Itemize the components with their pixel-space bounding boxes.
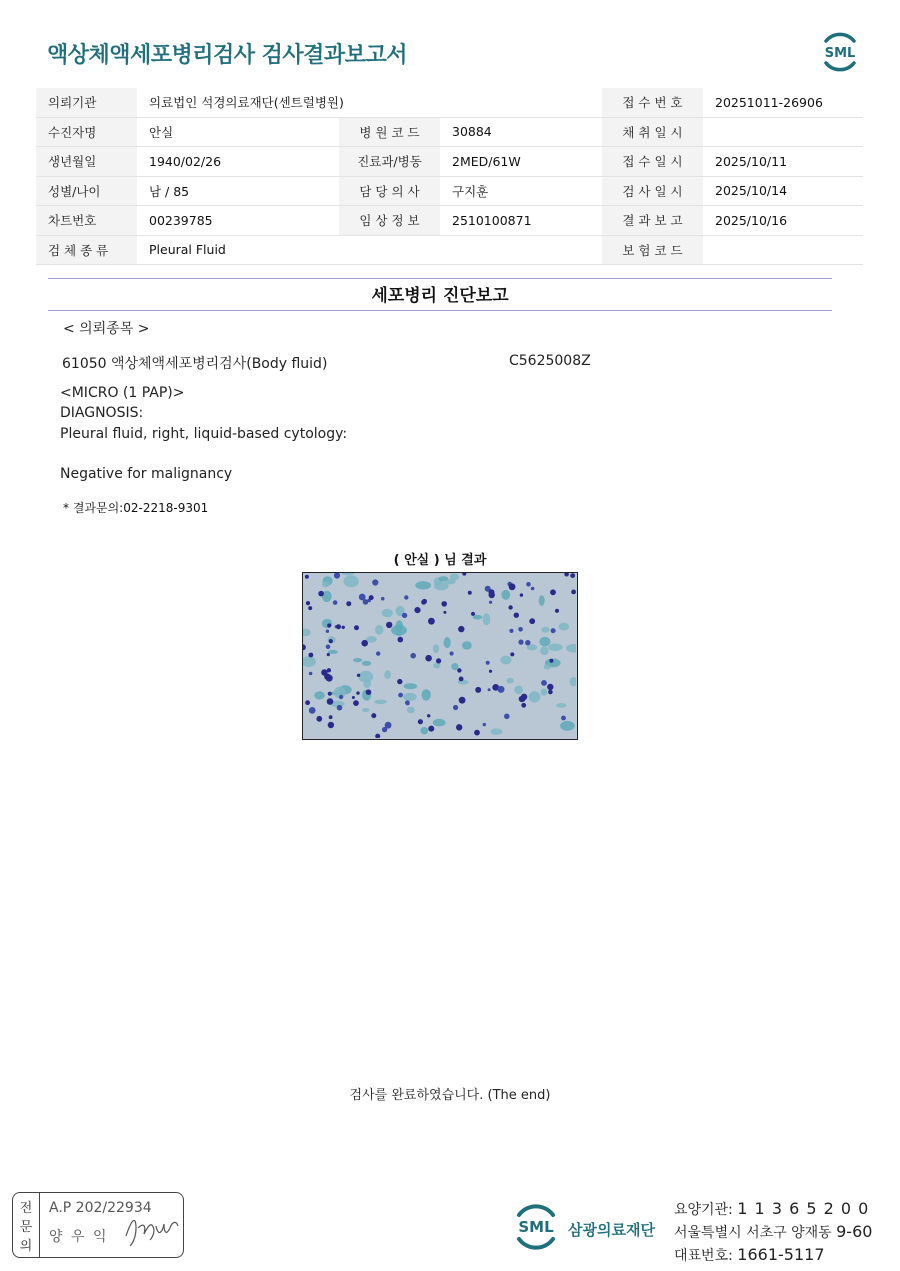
- label-patient-name: 수진자명: [36, 117, 137, 147]
- cytology-micrograph: [303, 573, 576, 738]
- cell-nucleus: [327, 653, 330, 656]
- cell-nucleus: [305, 575, 309, 579]
- cytoplasm-blob: [422, 689, 431, 700]
- cell-nucleus: [339, 695, 343, 699]
- cell-nucleus: [324, 674, 330, 680]
- cell-nucleus: [385, 722, 392, 729]
- cell-nucleus: [398, 693, 403, 698]
- cell-nucleus: [551, 628, 556, 633]
- cell-nucleus: [309, 653, 314, 658]
- info-row: [36, 235, 863, 265]
- signature-side-label: [12, 1192, 40, 1258]
- cytoplasm-blob: [560, 721, 575, 731]
- cell-nucleus: [471, 612, 475, 616]
- cell-nucleus: [548, 690, 553, 695]
- cytoplasm-blob: [407, 707, 415, 714]
- cytoplasm-blob: [462, 641, 472, 649]
- cell-nucleus: [354, 625, 359, 630]
- address-number: 9-60: [836, 1222, 873, 1241]
- label-attending-physician: 담 당 의 사: [339, 176, 440, 206]
- value-birth-date: 1940/02/26: [137, 147, 339, 177]
- cell-nucleus: [361, 640, 368, 647]
- cytoplasm-blob: [473, 615, 483, 620]
- cytoplasm-blob: [507, 678, 514, 684]
- label-birth-date: 생년월일: [36, 147, 137, 177]
- section-title: 세포병리 진단보고: [371, 286, 509, 306]
- cell-nucleus: [441, 601, 447, 607]
- cell-nucleus: [453, 705, 458, 710]
- institution-number: 1 1 3 6 5 2 0 0: [737, 1199, 870, 1218]
- value-specimen-type: Pleural Fluid: [137, 235, 602, 265]
- cell-nucleus: [521, 698, 525, 702]
- cell-nucleus: [509, 583, 516, 590]
- cell-nucleus: [570, 573, 575, 578]
- cytoplasm-blob: [374, 700, 387, 705]
- cytoplasm-blob: [353, 658, 362, 662]
- cell-nucleus: [404, 595, 408, 599]
- signature-mark: [122, 1206, 182, 1250]
- sml-logo: [818, 30, 862, 74]
- cell-nucleus: [526, 582, 531, 587]
- value-attending-physician: 구지훈: [440, 176, 602, 206]
- cell-nucleus: [306, 601, 310, 605]
- cell-nucleus: [549, 659, 553, 663]
- cell-nucleus: [381, 597, 385, 601]
- cell-nucleus: [428, 618, 435, 625]
- cell-nucleus: [369, 595, 374, 600]
- logo-text: SML: [824, 46, 856, 61]
- order-item: 61050 액상체액세포병리검사(Body fluid): [62, 356, 328, 372]
- value-chart-number: 00239785: [137, 206, 339, 236]
- micro-line: <MICRO (1 PAP)>: [60, 385, 185, 401]
- cell-nucleus: [489, 601, 492, 604]
- cytoplasm-blob: [433, 644, 439, 653]
- cytoplasm-blob: [415, 581, 431, 589]
- cell-nucleus: [359, 594, 366, 601]
- cytoplasm-blob: [384, 670, 391, 679]
- cell-nucleus: [489, 670, 492, 673]
- cell-nucleus: [483, 723, 486, 726]
- cell-nucleus: [571, 590, 576, 595]
- cell-nucleus: [357, 674, 360, 677]
- cell-nucleus: [346, 601, 351, 606]
- cytoplasm-blob: [544, 664, 551, 669]
- signature-side-char: 의: [19, 1239, 33, 1254]
- value-sex-age: 남 / 85: [137, 176, 339, 206]
- cytoplasm-blob: [358, 671, 373, 683]
- cytoplasm-blob: [445, 579, 456, 584]
- cytoplasm-blob: [501, 590, 510, 600]
- label-specimen-type: 검 체 종 류: [36, 235, 137, 265]
- cell-nucleus: [305, 700, 310, 705]
- image-caption: ( 안실 ) 님 결과: [393, 553, 487, 568]
- cell-nucleus: [308, 606, 312, 610]
- cytoplasm-blob: [433, 663, 440, 669]
- info-row: [36, 176, 863, 206]
- cytoplasm-blob: [433, 719, 446, 727]
- cell-nucleus: [510, 652, 514, 656]
- label-department-ward: 진료과/병동: [339, 147, 440, 177]
- specimen-line: Pleural fluid, right, liquid-based cytology:: [60, 426, 348, 442]
- info-row: [36, 147, 863, 177]
- cell-nucleus: [436, 658, 441, 663]
- label-clinical-info: 임 상 정 보: [339, 206, 440, 236]
- cell-nucleus: [405, 700, 410, 705]
- cell-nucleus: [459, 677, 464, 682]
- label-chart-number: 차트번호: [36, 206, 137, 236]
- cytoplasm-blob: [362, 661, 371, 666]
- pathologist-license: A.P 202/22934: [49, 1200, 152, 1216]
- cell-nucleus: [508, 605, 512, 609]
- end-message: 검사를 완료하였습니다. (The end): [349, 1088, 551, 1103]
- cytoplasm-blob: [548, 643, 563, 651]
- cytoplasm-blob: [451, 663, 458, 670]
- contact-info: * 결과문의:02-2218-9301: [63, 501, 209, 515]
- cell-nucleus: [336, 624, 341, 629]
- cytoplasm-blob: [541, 689, 548, 696]
- cytoplasm-blob: [382, 609, 393, 618]
- cell-nucleus: [458, 626, 464, 632]
- cell-nucleus: [410, 653, 416, 659]
- cell-nucleus: [498, 686, 505, 693]
- cell-nucleus: [550, 589, 556, 595]
- cell-nucleus: [529, 618, 535, 624]
- cytoplasm-blob: [540, 646, 548, 655]
- cell-nucleus: [326, 630, 329, 633]
- cell-nucleus: [428, 726, 434, 732]
- value-hospital-code: 30884: [440, 117, 602, 147]
- cell-nucleus: [352, 696, 355, 699]
- cell-nucleus: [489, 589, 495, 595]
- cell-nucleus: [356, 691, 359, 694]
- cell-nucleus: [398, 637, 404, 643]
- cell-nucleus: [509, 629, 513, 633]
- value-result-report: 2025/10/16: [703, 206, 863, 236]
- cytoplasm-blob: [375, 625, 383, 635]
- label-hospital-code: 병 원 코 드: [339, 117, 440, 147]
- address-text: 서울특별시 서초구 양재동: [674, 1225, 832, 1241]
- cell-nucleus: [329, 715, 333, 719]
- cytoplasm-blob: [500, 656, 511, 665]
- cell-nucleus: [531, 587, 535, 591]
- cytoplasm-blob: [391, 625, 407, 636]
- value-receipt-date: 2025/10/11: [703, 147, 863, 177]
- label-insurance-code: 보 험 코 드: [602, 235, 703, 265]
- cell-nucleus: [327, 623, 331, 627]
- value-collection-date: [703, 117, 863, 147]
- cell-nucleus: [397, 679, 402, 684]
- patient-info-table: [36, 88, 863, 265]
- cell-nucleus: [486, 661, 490, 665]
- cell-nucleus: [421, 600, 426, 605]
- cell-nucleus: [514, 613, 519, 618]
- cell-nucleus: [504, 714, 510, 720]
- cell-nucleus: [342, 626, 345, 629]
- value-receipt-number: 20251011-26906: [703, 88, 863, 117]
- phone-number: 1661-5117: [737, 1245, 825, 1264]
- cell-nucleus: [372, 579, 378, 585]
- cell-nucleus: [328, 722, 334, 728]
- pathologist-name: 양 우 익: [49, 1229, 109, 1245]
- cytoplasm-blob: [420, 727, 428, 734]
- label-collection-date: 채 취 일 시: [602, 117, 703, 147]
- cell-nucleus: [309, 707, 316, 714]
- cytoplasm-blob: [343, 575, 358, 587]
- cell-nucleus: [520, 593, 523, 596]
- cell-nucleus: [561, 716, 566, 721]
- value-department-ward: 2MED/61W: [440, 147, 602, 177]
- value-test-date: 2025/10/14: [703, 176, 863, 206]
- address-line: [674, 1222, 872, 1242]
- cell-nucleus: [427, 714, 430, 717]
- info-row: [36, 88, 863, 117]
- cytology-image: [302, 572, 578, 740]
- signature-side-char: 문: [19, 1220, 33, 1235]
- value-clinical-info: 2510100871: [440, 206, 602, 236]
- cell-nucleus: [418, 719, 423, 724]
- cell-nucleus: [329, 639, 333, 643]
- cell-nucleus: [353, 700, 359, 706]
- cell-nucleus: [459, 697, 466, 704]
- cell-nucleus: [518, 627, 523, 632]
- cytoplasm-blob: [539, 637, 550, 647]
- cytoplasm-blob: [556, 703, 566, 708]
- footer-logo-text: SML: [518, 1218, 554, 1236]
- foundation-name: 삼광의료재단: [568, 1221, 655, 1239]
- label-sex-age: 성별/나이: [36, 176, 137, 206]
- cell-nucleus: [371, 713, 376, 718]
- cytoplasm-blob: [314, 691, 325, 699]
- cell-nucleus: [326, 645, 331, 650]
- cytoplasm-blob: [491, 728, 503, 735]
- cell-nucleus: [327, 698, 334, 705]
- cell-nucleus: [328, 692, 332, 696]
- cell-nucleus: [541, 680, 547, 686]
- cell-nucleus: [443, 611, 446, 614]
- cell-nucleus: [475, 687, 481, 693]
- cytoplasm-blob: [444, 637, 451, 648]
- value-requesting-institution: 의료법인 석경의료재단(센트럴병원): [137, 88, 602, 117]
- cell-nucleus: [337, 705, 343, 711]
- phone-label: 대표번호:: [674, 1248, 733, 1264]
- report-title: 액상체액세포병리검사 검사결과보고서: [47, 43, 407, 68]
- cell-nucleus: [547, 684, 553, 690]
- cell-nucleus: [521, 703, 526, 708]
- cytoplasm-blob: [529, 691, 541, 702]
- label-test-date: 검 사 일 시: [602, 176, 703, 206]
- cytoplasm-blob: [539, 595, 545, 606]
- cell-nucleus: [386, 622, 392, 628]
- cell-nucleus: [318, 591, 324, 597]
- cytoplasm-blob: [403, 693, 417, 701]
- info-row: [36, 117, 863, 147]
- diagnosis-result: Negative for malignancy: [60, 466, 233, 482]
- cell-nucleus: [518, 640, 523, 645]
- phone-line: [674, 1245, 825, 1265]
- diagnosis-label: DIAGNOSIS:: [60, 405, 144, 421]
- divider: [48, 310, 832, 311]
- label-receipt-number: 접 수 번 호: [602, 88, 703, 117]
- label-result-report: 결 과 보 고: [602, 206, 703, 236]
- edi-code: C5625008Z: [509, 353, 591, 369]
- cell-nucleus: [555, 609, 559, 613]
- label-requesting-institution: 의뢰기관: [36, 88, 137, 117]
- divider: [48, 278, 832, 279]
- value-patient-name: 안실: [137, 117, 339, 147]
- cell-nucleus: [450, 651, 454, 655]
- cell-nucleus: [525, 640, 530, 645]
- cytoplasm-blob: [404, 683, 417, 689]
- institution-code-line: [674, 1199, 869, 1219]
- cytoplasm-blob: [559, 623, 569, 631]
- cell-nucleus: [316, 716, 322, 722]
- cell-nucleus: [376, 651, 380, 655]
- cell-nucleus: [333, 600, 338, 605]
- cell-nucleus: [309, 672, 313, 676]
- institution-label: 요양기관:: [674, 1202, 733, 1218]
- info-row: [36, 206, 863, 236]
- cytoplasm-blob: [362, 708, 370, 712]
- sml-foundation-logo: [510, 1201, 562, 1253]
- cytoplasm-blob: [322, 581, 330, 587]
- cell-nucleus: [474, 730, 480, 736]
- cell-nucleus: [366, 689, 372, 695]
- cell-nucleus: [468, 591, 472, 595]
- signature-side-char: 전: [19, 1201, 33, 1216]
- cell-nucleus: [488, 688, 491, 691]
- cytoplasm-blob: [514, 686, 523, 695]
- order-heading: < 의뢰종목 >: [63, 321, 150, 337]
- cell-nucleus: [414, 607, 420, 613]
- cytoplasm-blob: [541, 627, 549, 633]
- cell-nucleus: [456, 724, 462, 730]
- cell-nucleus: [425, 655, 432, 662]
- cell-nucleus: [402, 613, 407, 618]
- value-insurance-code: [703, 235, 863, 265]
- cell-nucleus: [457, 668, 461, 672]
- label-receipt-date: 접 수 일 시: [602, 147, 703, 177]
- cytoplasm-blob: [483, 613, 491, 625]
